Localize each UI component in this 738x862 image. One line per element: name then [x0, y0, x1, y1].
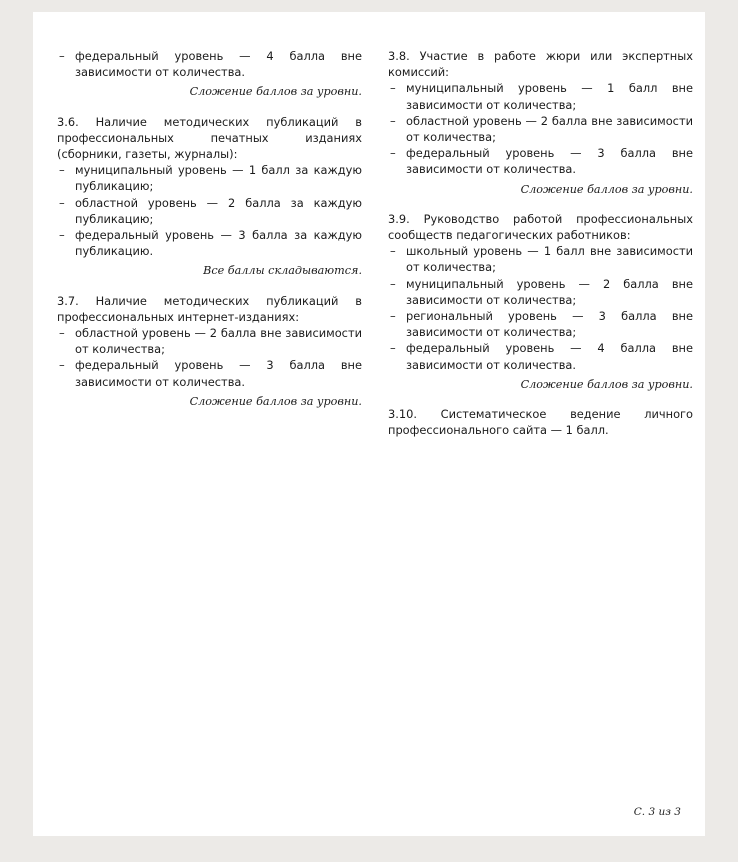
list-item	[388, 80, 693, 112]
list-item-text: школьный уровень — 1 балл вне зависимости от количества;	[406, 244, 693, 275]
list-item	[57, 357, 362, 389]
dash-marker: –	[59, 228, 65, 243]
list-item	[388, 145, 693, 177]
dash-marker: –	[390, 146, 396, 161]
clause-3-8-heading: 3.8. Участие в работе жюри или экспертных комиссий:	[388, 49, 693, 80]
two-column-layout	[33, 12, 705, 451]
list-item-text: федеральный уровень — 3 балла вне зависимости от количества.	[406, 146, 693, 177]
list-item-text: областной уровень — 2 балла вне зависимости от количества;	[406, 113, 693, 145]
list-item-text: федеральный уровень — 4 балла вне зависимости от количества.	[406, 341, 693, 372]
list-item	[388, 308, 693, 340]
clause-3-10	[388, 406, 693, 438]
bullet-list	[57, 48, 362, 80]
scoring-note: Сложение баллов за уровни.	[520, 377, 693, 391]
dash-marker: –	[390, 244, 396, 259]
list-item-text: федеральный уровень — 3 балла вне зависимости от количества.	[75, 358, 362, 389]
clause-3-8	[388, 48, 693, 198]
list-item	[388, 340, 693, 372]
list-item	[388, 113, 693, 145]
dash-marker: –	[390, 113, 396, 128]
list-item-text: областной уровень — 2 балла за каждую публикацию;	[75, 195, 362, 226]
bullet-list	[57, 162, 362, 259]
list-item-text: муниципальный уровень — 1 балл вне зависимости от количества;	[406, 81, 693, 112]
scoring-note: Сложение баллов за уровни.	[520, 182, 693, 196]
scoring-note: Все баллы складываются.	[203, 264, 362, 278]
list-item-text: муниципальный уровень — 2 балла вне зависимости от количества;	[406, 276, 693, 307]
list-item-text: федеральный уровень — 4 балла вне зависимости от количества.	[75, 49, 362, 80]
list-item	[388, 276, 693, 308]
left-column	[57, 48, 362, 451]
dash-marker: –	[390, 341, 396, 356]
dash-marker: –	[59, 195, 65, 210]
clause-3-7-heading: 3.7. Наличие методических публикаций в профессиональных интернет-изданиях:	[57, 293, 362, 324]
scoring-note: Сложение баллов за уровни.	[189, 85, 362, 99]
dash-marker: –	[59, 49, 65, 63]
dash-marker: –	[59, 358, 65, 373]
clause-3-9-heading: 3.9. Руководство работой профессиональных сообществ педагогических работников:	[388, 211, 693, 243]
list-item-text: региональный уровень — 3 балла вне зависимости от количества;	[406, 309, 693, 340]
clause-3-5-continued	[57, 48, 362, 101]
list-item	[57, 227, 362, 259]
dash-marker: –	[390, 276, 396, 291]
clause-3-9	[388, 211, 693, 393]
document-page	[33, 12, 705, 836]
bullet-list	[388, 243, 693, 373]
list-item-text: федеральный уровень — 3 балла за каждую публикацию.	[75, 228, 362, 259]
clause-3-10-text: 3.10. Систематическое ведение личного профессионального сайта — 1 балл.	[388, 407, 693, 438]
list-item	[57, 325, 362, 357]
clause-3-7	[57, 293, 362, 410]
bullet-list	[57, 325, 362, 390]
list-item-text: муниципальный уровень — 1 балл за каждую публикацию;	[75, 163, 362, 194]
dash-marker: –	[59, 163, 65, 178]
dash-marker: –	[390, 309, 396, 324]
list-item	[57, 195, 362, 227]
clause-3-6-heading: 3.6. Наличие методических публикаций в профессиональных печатных изданиях (сборники, газеты, журналы):	[57, 114, 362, 162]
list-item	[388, 243, 693, 275]
list-item	[57, 48, 362, 80]
clause-3-6	[57, 114, 362, 280]
dash-marker: –	[390, 81, 396, 96]
scoring-note: Сложение баллов за уровни.	[189, 394, 362, 408]
bullet-list	[388, 80, 693, 177]
page-footer: С. 3 из 3	[633, 806, 681, 818]
list-item-text: областной уровень — 2 балла вне зависимости от количества;	[75, 326, 362, 357]
right-column	[388, 48, 693, 451]
list-item	[57, 162, 362, 194]
dash-marker: –	[59, 326, 65, 341]
